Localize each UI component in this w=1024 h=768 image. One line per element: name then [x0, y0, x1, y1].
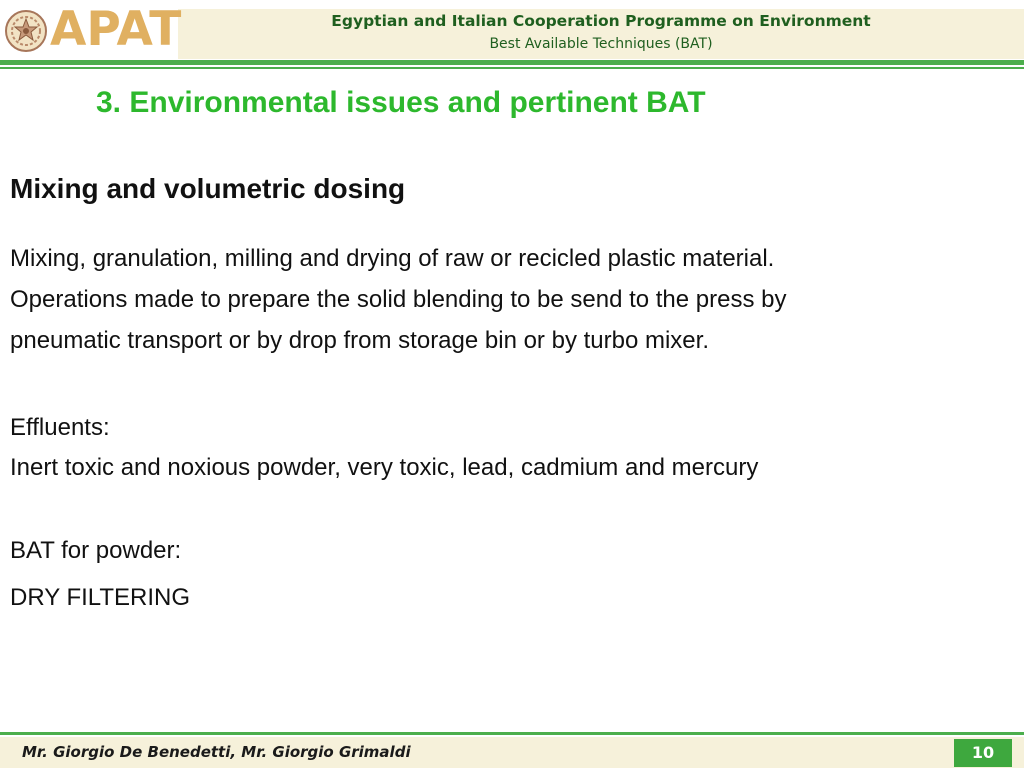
header-divider: [0, 60, 1024, 65]
bat-label: BAT for powder:: [10, 537, 182, 564]
footer-divider: [0, 732, 1024, 735]
effluents-label: Effluents:: [10, 414, 110, 441]
description-line: Mixing, granulation, milling and drying of raw or recicled plastic material.: [10, 245, 775, 272]
description-paragraph: [10, 238, 787, 361]
apat-logo: [4, 2, 182, 57]
apat-logo-text: APAT: [50, 2, 182, 57]
description-line: pneumatic transport or by drop from storage bin or by turbo mixer.: [10, 327, 709, 354]
description-line: Operations made to prepare the solid blending to be send to the press by: [10, 286, 787, 313]
page-number-badge: 10: [954, 739, 1012, 767]
section-title: 3. Environmental issues and pertinent BAT: [96, 86, 706, 119]
header-divider-thin: [0, 67, 1024, 69]
programme-subtitle: Best Available Techniques (BAT): [489, 36, 713, 52]
footer-authors: Mr. Giorgio De Benedetti, Mr. Giorgio Grimaldi: [22, 743, 411, 761]
bat-value: DRY FILTERING: [10, 584, 191, 611]
republic-emblem-icon: [4, 8, 48, 54]
programme-title: Egyptian and Italian Cooperation Programme on Environment: [331, 12, 871, 30]
effluents-text: Inert toxic and noxious powder, very toxic, lead, cadmium and mercury: [10, 454, 759, 481]
subsection-title: Mixing and volumetric dosing: [10, 173, 406, 204]
